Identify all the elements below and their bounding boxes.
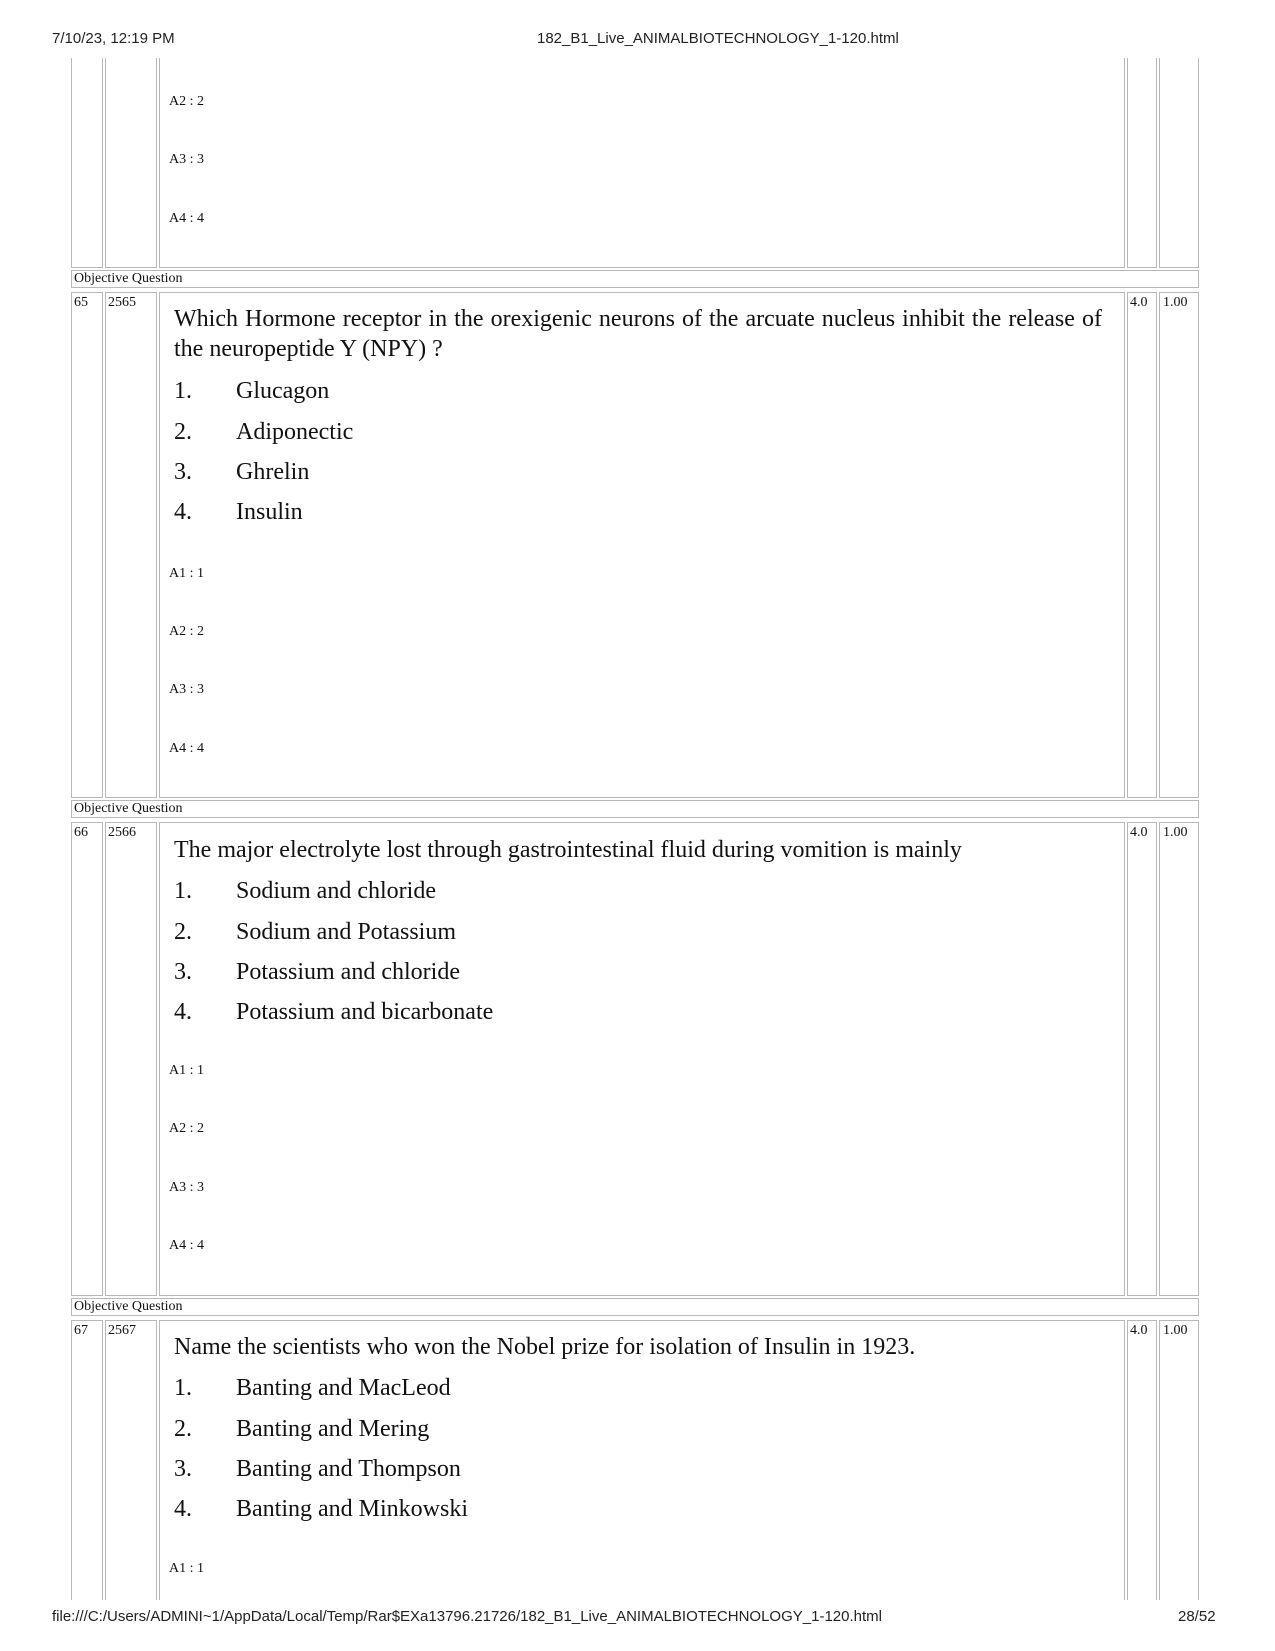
option-text: Adiponectic xyxy=(236,419,354,445)
answer-line: A2 : 2 xyxy=(169,94,204,109)
prev-qid-cell xyxy=(105,58,157,268)
negative-marks-cell xyxy=(1159,1320,1199,1600)
option-number: 2. xyxy=(174,919,192,945)
option-number: 1. xyxy=(174,1375,192,1401)
qid-cell xyxy=(105,822,157,1296)
option-number: 4. xyxy=(174,499,192,525)
answer-line: A2 : 2 xyxy=(169,1121,204,1136)
option xyxy=(174,957,460,987)
question-id: 2566 xyxy=(108,825,136,840)
print-title: 182_B1_Live_ANIMALBIOTECHNOLOGY_1-120.html xyxy=(537,30,899,47)
option xyxy=(174,457,309,487)
option-number: 3. xyxy=(174,1456,192,1482)
option xyxy=(174,497,303,527)
question-id: 2565 xyxy=(108,295,136,310)
answer-line: A4 : 4 xyxy=(169,1238,204,1253)
option xyxy=(174,1373,451,1403)
marks-cell xyxy=(1127,292,1157,798)
option-text: Potassium and chloride xyxy=(236,959,460,985)
question-marks: 4.0 xyxy=(1130,295,1148,310)
negative-marks-cell xyxy=(1159,292,1199,798)
qid-cell xyxy=(105,1320,157,1600)
qid-cell xyxy=(105,292,157,798)
question-negative-marks: 1.00 xyxy=(1163,295,1188,310)
marks-cell xyxy=(1127,822,1157,1296)
sno-cell xyxy=(71,822,103,1296)
sno-cell xyxy=(71,1320,103,1600)
option-text: Glucagon xyxy=(236,378,330,404)
answer-line: A1 : 1 xyxy=(169,566,204,581)
option-text: Sodium and chloride xyxy=(236,878,436,904)
option-text: Banting and Minkowski xyxy=(236,1496,468,1522)
print-datetime: 7/10/23, 12:19 PM xyxy=(52,30,175,47)
option-text: Ghrelin xyxy=(236,459,310,485)
question-type-label: Objective Question xyxy=(71,800,1199,818)
question-marks: 4.0 xyxy=(1130,825,1148,840)
option-number: 1. xyxy=(174,378,192,404)
option xyxy=(174,997,493,1027)
marks-cell xyxy=(1127,1320,1157,1600)
option xyxy=(174,417,353,447)
question-sno: 66 xyxy=(74,825,88,840)
sno-cell xyxy=(71,292,103,798)
answer-line: A3 : 3 xyxy=(169,152,204,167)
option xyxy=(174,1494,468,1524)
option-number: 1. xyxy=(174,878,192,904)
answer-line: A2 : 2 xyxy=(169,624,204,639)
answer-line: A1 : 1 xyxy=(169,1561,204,1576)
option-number: 3. xyxy=(174,459,192,485)
question-sno: 67 xyxy=(74,1323,88,1338)
option-number: 4. xyxy=(174,1496,192,1522)
question-marks: 4.0 xyxy=(1130,1323,1148,1338)
negative-marks-cell xyxy=(1159,822,1199,1296)
question-type-label: Objective Question xyxy=(71,1298,1199,1316)
prev-marks-cell xyxy=(1127,58,1157,268)
option-text: Insulin xyxy=(236,499,303,525)
option-number: 2. xyxy=(174,419,192,445)
prev-question-cell xyxy=(159,58,1125,268)
option xyxy=(174,1454,461,1484)
option-text: Sodium and Potassium xyxy=(236,919,457,945)
question-text: The major electrolyte lost through gastrointestinal fluid during vomition is mainly xyxy=(174,837,962,863)
prev-negative-cell xyxy=(1159,58,1199,268)
option-number: 2. xyxy=(174,1416,192,1442)
option xyxy=(174,917,456,947)
question-sno: 65 xyxy=(74,295,88,310)
option-number: 4. xyxy=(174,999,192,1025)
question-text: Which Hormone receptor in the orexigenic neurons of the arcuate nucleus inhibit the release of the neuropeptide Y (NPY) ? xyxy=(174,306,1102,362)
question-id: 2567 xyxy=(108,1323,136,1338)
option-text: Banting and Mering xyxy=(236,1416,430,1442)
answer-line: A4 : 4 xyxy=(169,741,204,756)
answer-line: A4 : 4 xyxy=(169,211,204,226)
option-text: Potassium and bicarbonate xyxy=(236,999,494,1025)
question-cell xyxy=(159,292,1125,798)
question-negative-marks: 1.00 xyxy=(1163,825,1188,840)
option xyxy=(174,876,436,906)
question-negative-marks: 1.00 xyxy=(1163,1323,1188,1338)
option-text: Banting and Thompson xyxy=(236,1456,461,1482)
answer-line: A1 : 1 xyxy=(169,1063,204,1078)
answer-line: A3 : 3 xyxy=(169,682,204,697)
print-file-url: file:///C:/Users/ADMINI~1/AppData/Local/Temp/Rar$EXa13796.21726/182_B1_Live_ANIMALBIOTECHNOLOGY_1-120.html xyxy=(52,1608,882,1625)
option xyxy=(174,376,329,406)
prev-sno-cell xyxy=(71,58,103,268)
option-text: Banting and MacLeod xyxy=(236,1375,451,1401)
print-page-number: 28/52 xyxy=(1178,1608,1216,1625)
question-text: Name the scientists who won the Nobel prize for isolation of Insulin in 1923. xyxy=(174,1334,916,1360)
answer-line: A3 : 3 xyxy=(169,1180,204,1195)
question-type-label: Objective Question xyxy=(71,270,1199,288)
option xyxy=(174,1414,429,1444)
option-number: 3. xyxy=(174,959,192,985)
